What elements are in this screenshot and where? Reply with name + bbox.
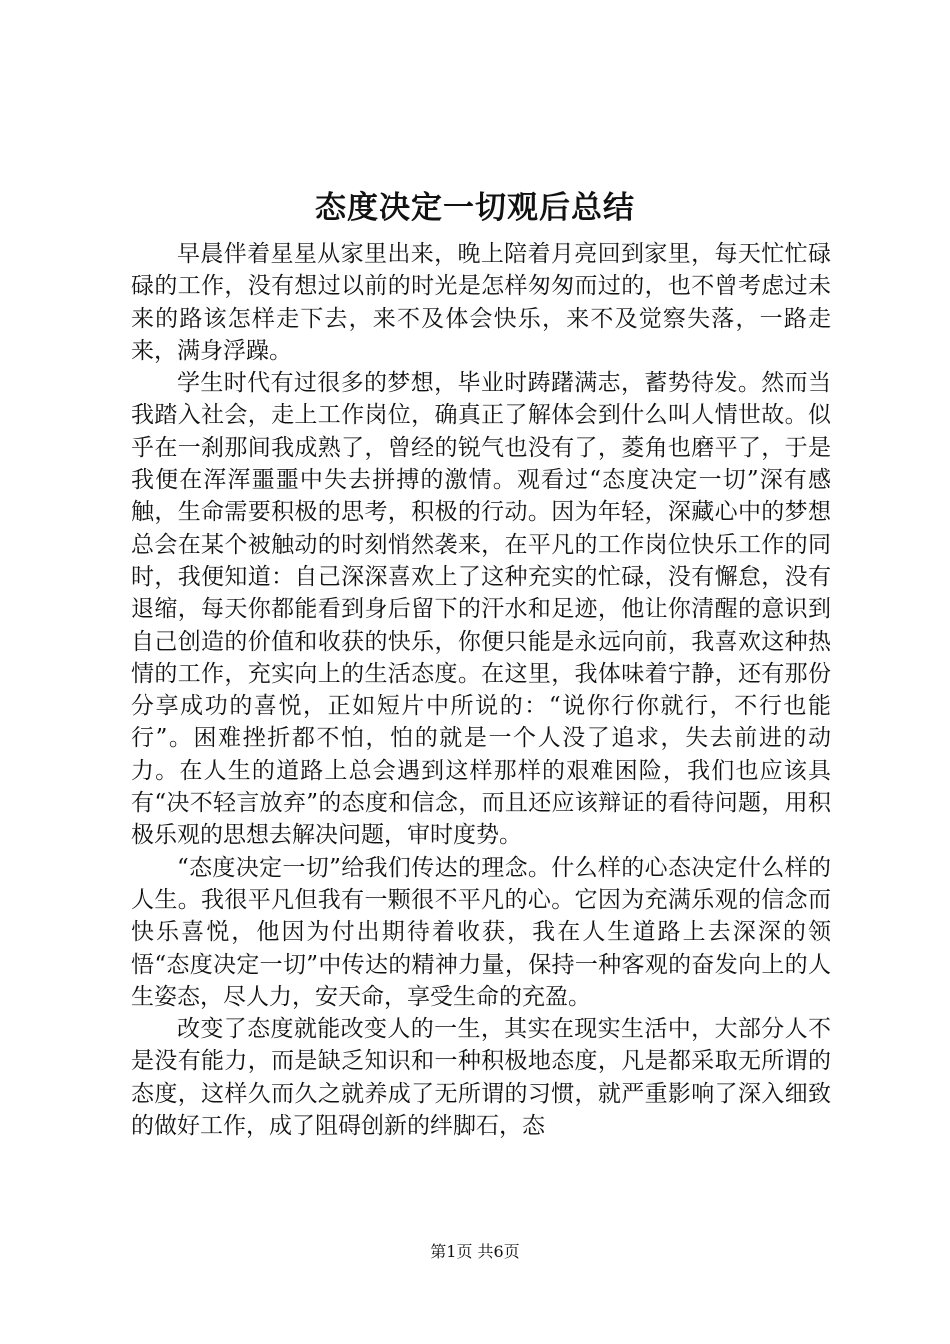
paragraph-2: 学生时代有过很多的梦想，毕业时踌躇满志，蓄势待发。然而当我踏入社会，走上工作岗位，确真正了解体会到什么叫人情世故。似乎在一刹那间我成熟了，曾经的锐气也没有了，菱角也磨平了，于是我便在浑浑噩噩中失去拼搏的激情。观看过“态度决定一切”深有感触，生命需要积极的思考，积极的行动。因为年轻，深藏心中的梦想总会在某个被触动的时刻悄然袭来，在平凡的工作岗位快乐工作的同时，我便知道：自己深深喜欢上了这种充实的忙碌，没有懈怠，没有退缩，每天你都能看到身后留下的汗水和足迹，他让你清醒的意识到自己创造的价值和收获的快乐，你便只能是永远向前，我喜欢这种热情的工作，充实向上的生活态度。在这里，我体味着宁静，还有那份分享成功的喜悦，正如短片中所说的：“说你行你就行，不行也能行”。困难挫折都不怕，怕的就是一个人没了追求，失去前进的动力。在人生的道路上总会遇到这样那样的艰难困险，我们也应该具有“决不轻言放弃”的态度和信念，而且还应该辩证的看待问题，用积极乐观的思想去解决问题，审时度势。 — [131, 370, 831, 849]
paragraph-4: 改变了态度就能改变人的一生，其实在现实生活中，大部分人不是没有能力，而是缺乏知识和一种积极地态度，凡是都采取无所谓的态度，这样久而久之就养成了无所谓的习惯，就严重影响了深入细致的做好工作，成了阻碍创新的绊脚石，态 — [131, 1016, 831, 1140]
document-title: 态度决定一切观后总结 — [315, 190, 635, 226]
paragraph-3: “态度决定一切”给我们传达的理念。什么样的心态决定什么样的人生。我很平凡但我有一颗很不平凡的心。它因为充满乐观的信念而快乐喜悦，他因为付出期待着收获，我在人生道路上去深深的领悟“态度决定一切”中传达的精神力量，保持一种客观的奋发向上的人生姿态，尽人力，安天命，享受生命的充盈。 — [131, 854, 831, 1010]
document-body — [131, 238, 831, 1142]
page-footer: 第1页 共6页 — [430, 1242, 520, 1261]
paragraph-1: 早晨伴着星星从家里出来，晚上陪着月亮回到家里，每天忙忙碌碌的工作，没有想过以前的时光是怎样匆匆而过的，也不曾考虑过未来的路该怎样走下去，来不及体会快乐，来不及觉察失落，一路走来，满身浮躁。 — [131, 241, 831, 364]
